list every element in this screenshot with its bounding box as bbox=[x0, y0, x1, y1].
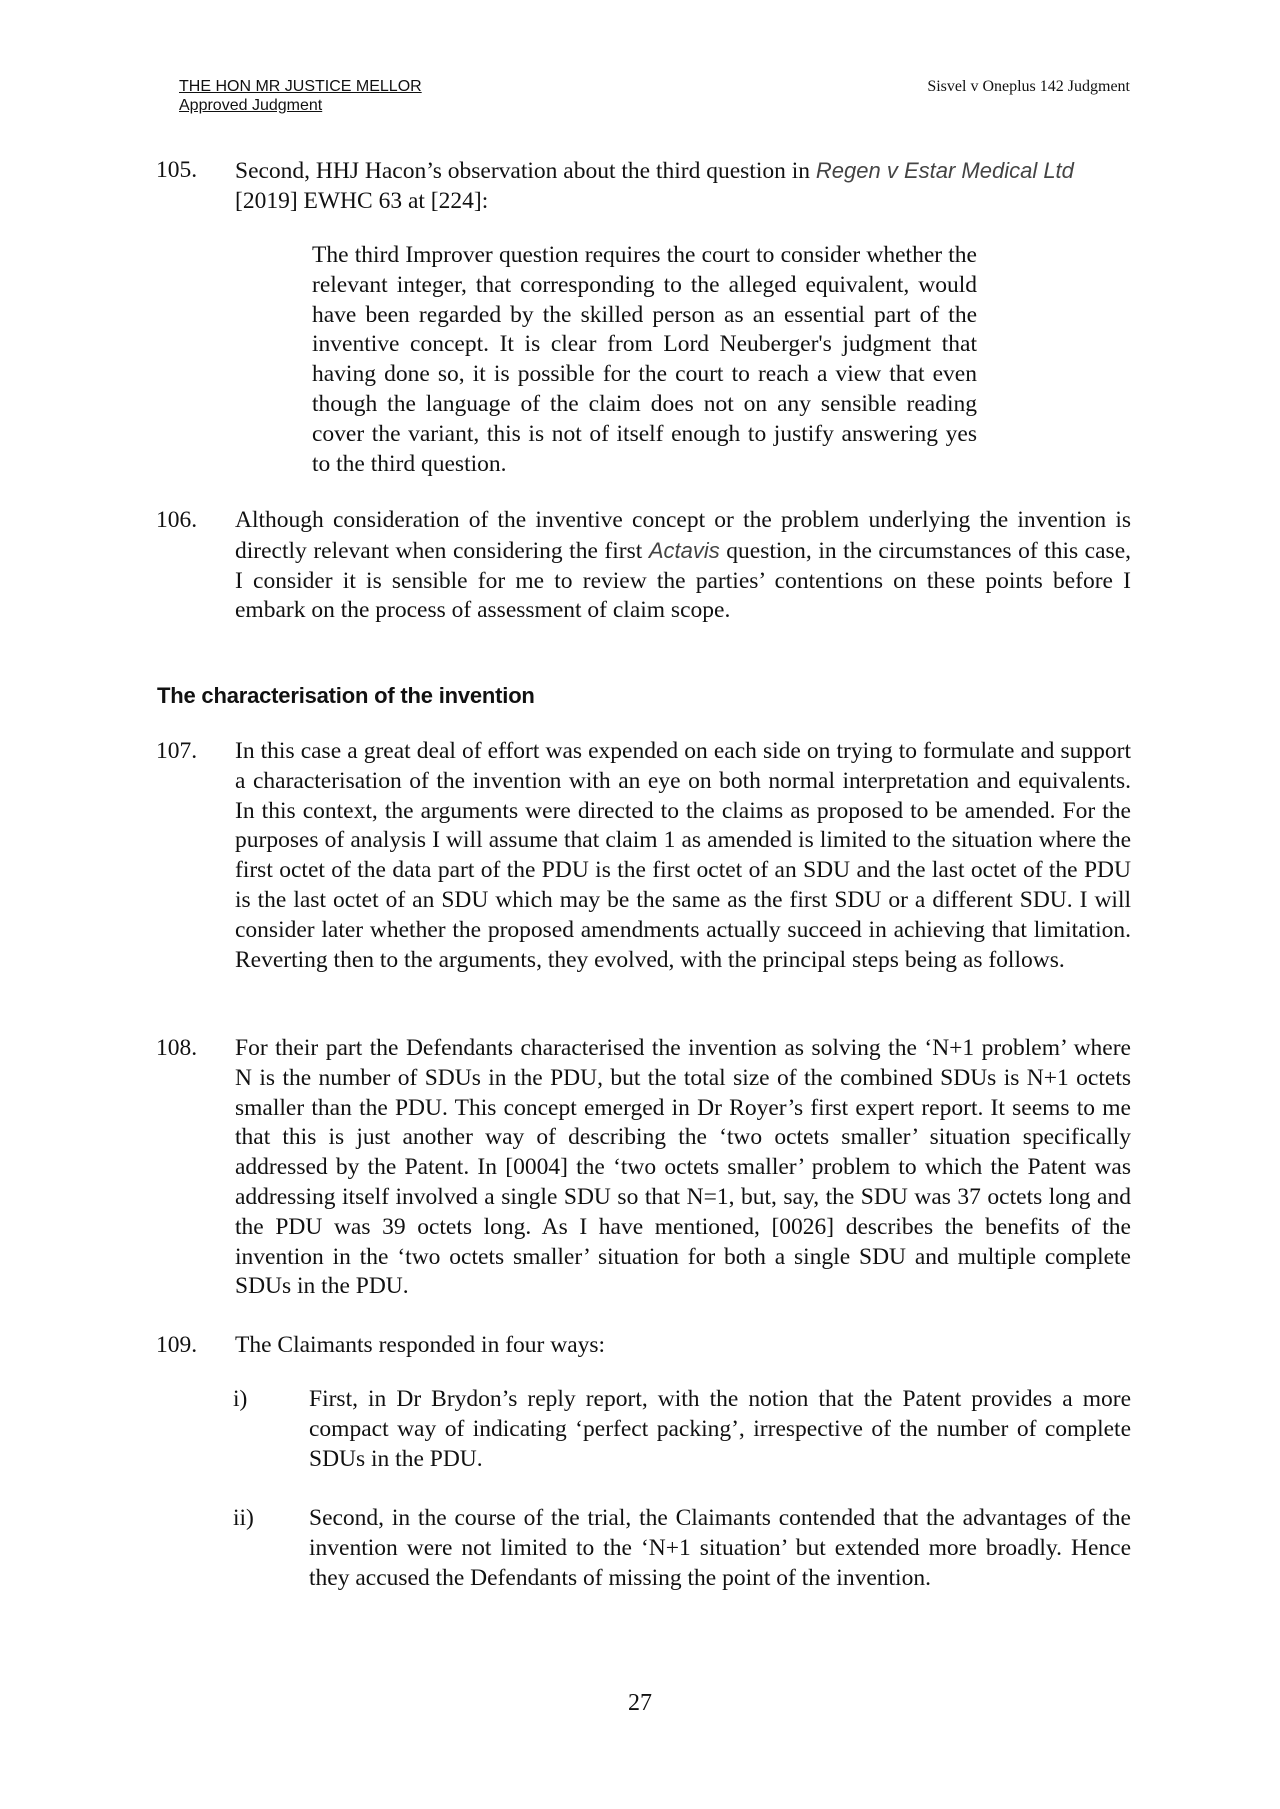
case-name-citation: Actavis bbox=[648, 537, 720, 563]
approved-judgment-label: Approved Judgment bbox=[179, 97, 323, 114]
paragraph-number: 107. bbox=[156, 738, 198, 764]
paragraph-text bbox=[235, 506, 1131, 626]
running-header-left bbox=[179, 77, 422, 115]
case-name-citation: Regen v Estar Medical Ltd bbox=[815, 158, 1074, 183]
paragraph-text: For their part the Defendants characterised the invention as solving the ‘N+1 problem’ where N is the number of SDUs in the PDU, but the total size of the combined SDUs is N+1 octets smaller than the PDU. This concept emerged in Dr Royer’s first expert report. It seems to me that this is just another way of describing the ‘two octets smaller’ situation specifically addressed by the Patent. In [0004] the ‘two octets smaller’ problem to which the Patent was addressing itself involved a single SDU so that N=1, but, say, the SDU was 37 octets long and the PDU was 39 octets long. As I have mentioned, [0026] describes the benefits of the invention in the ‘two octets smaller’ situation for both a single SDU and multiple complete SDUs in the PDU. bbox=[235, 1035, 1131, 1300]
text-before-case: Second, HHJ Hacon’s observation about the third question in bbox=[235, 158, 816, 184]
section-heading: The characterisation of the invention bbox=[157, 683, 535, 708]
paragraph-107 bbox=[156, 737, 1131, 975]
paragraph-106 bbox=[156, 506, 1131, 626]
paragraph-number: 109. bbox=[156, 1332, 198, 1358]
text-before-case: Although consideration of the inventive concept or the problem underlying the invention is directly relevant when considering the first bbox=[235, 507, 1131, 564]
subparagraph-number: i) bbox=[233, 1386, 248, 1412]
subparagraph-text: Second, in the course of the trial, the Claimants contended that the advantages of the invention were not limited to the ‘N+1 situation’ but extended more broadly. Hence they accused the Defendants of missing the point of the invention. bbox=[309, 1505, 1131, 1591]
block-quote: The third Improver question requires the court to consider whether the relevant integer, that corresponding to the alleged equivalent, would have been regarded by the skilled person as an essential part of the inventive concept. It is clear from Lord Neuberger's judgment that having done so, it is possible for the court to reach a view that even though the language of the claim does not on any sensible reading cover the variant, this is not of itself enough to justify answering yes to the third question. bbox=[312, 242, 977, 477]
running-header-right: Sisvel v Oneplus 142 Judgment bbox=[927, 78, 1130, 95]
paragraph-text bbox=[235, 156, 1131, 217]
subparagraph-text: First, in Dr Brydon’s reply report, with the notion that the Patent provides a more compact way of indicating ‘perfect packing’, irrespective of the number of complete SDUs in the PDU. bbox=[309, 1386, 1131, 1472]
paragraph-108 bbox=[156, 1034, 1131, 1302]
subparagraph-ii bbox=[233, 1504, 1131, 1593]
paragraph-text: The Claimants responded in four ways: bbox=[235, 1332, 606, 1358]
page-number: 27 bbox=[628, 1690, 652, 1716]
paragraph-text: In this case a great deal of effort was expended on each side on trying to formulate and support a characterisation of the invention with an eye on both normal interpretation and equivalents. In this context, the arguments were directed to the claims as proposed to be amended. For the purposes of analysis I will assume that claim 1 as amended is limited to the situation where the first octet of the data part of the PDU is the first octet of an SDU and the last octet of the PDU is the last octet of an SDU which may be the same as the first SDU or a different SDU. I will consider later whether the proposed amendments actually succeed in achieving that limitation. Reverting then to the arguments, they evolved, with the principal steps being as follows. bbox=[235, 738, 1131, 973]
judge-name: THE HON MR JUSTICE MELLOR bbox=[179, 78, 422, 95]
text-after-case: [2019] EWHC 63 at [224]: bbox=[235, 187, 489, 214]
subparagraph-i bbox=[233, 1385, 1131, 1474]
paragraph-number: 108. bbox=[156, 1035, 198, 1061]
text-after-case: question, in the circumstances of this case, I consider it is sensible for me to review the parties’ contentions on these points before I embark on the process of assessment of claim scope. bbox=[235, 537, 1131, 624]
paragraph-number: 105. bbox=[156, 157, 198, 183]
subparagraph-number: ii) bbox=[233, 1505, 254, 1531]
paragraph-105 bbox=[156, 156, 1131, 217]
paragraph-number: 106. bbox=[156, 507, 198, 533]
paragraph-109 bbox=[156, 1331, 1131, 1361]
